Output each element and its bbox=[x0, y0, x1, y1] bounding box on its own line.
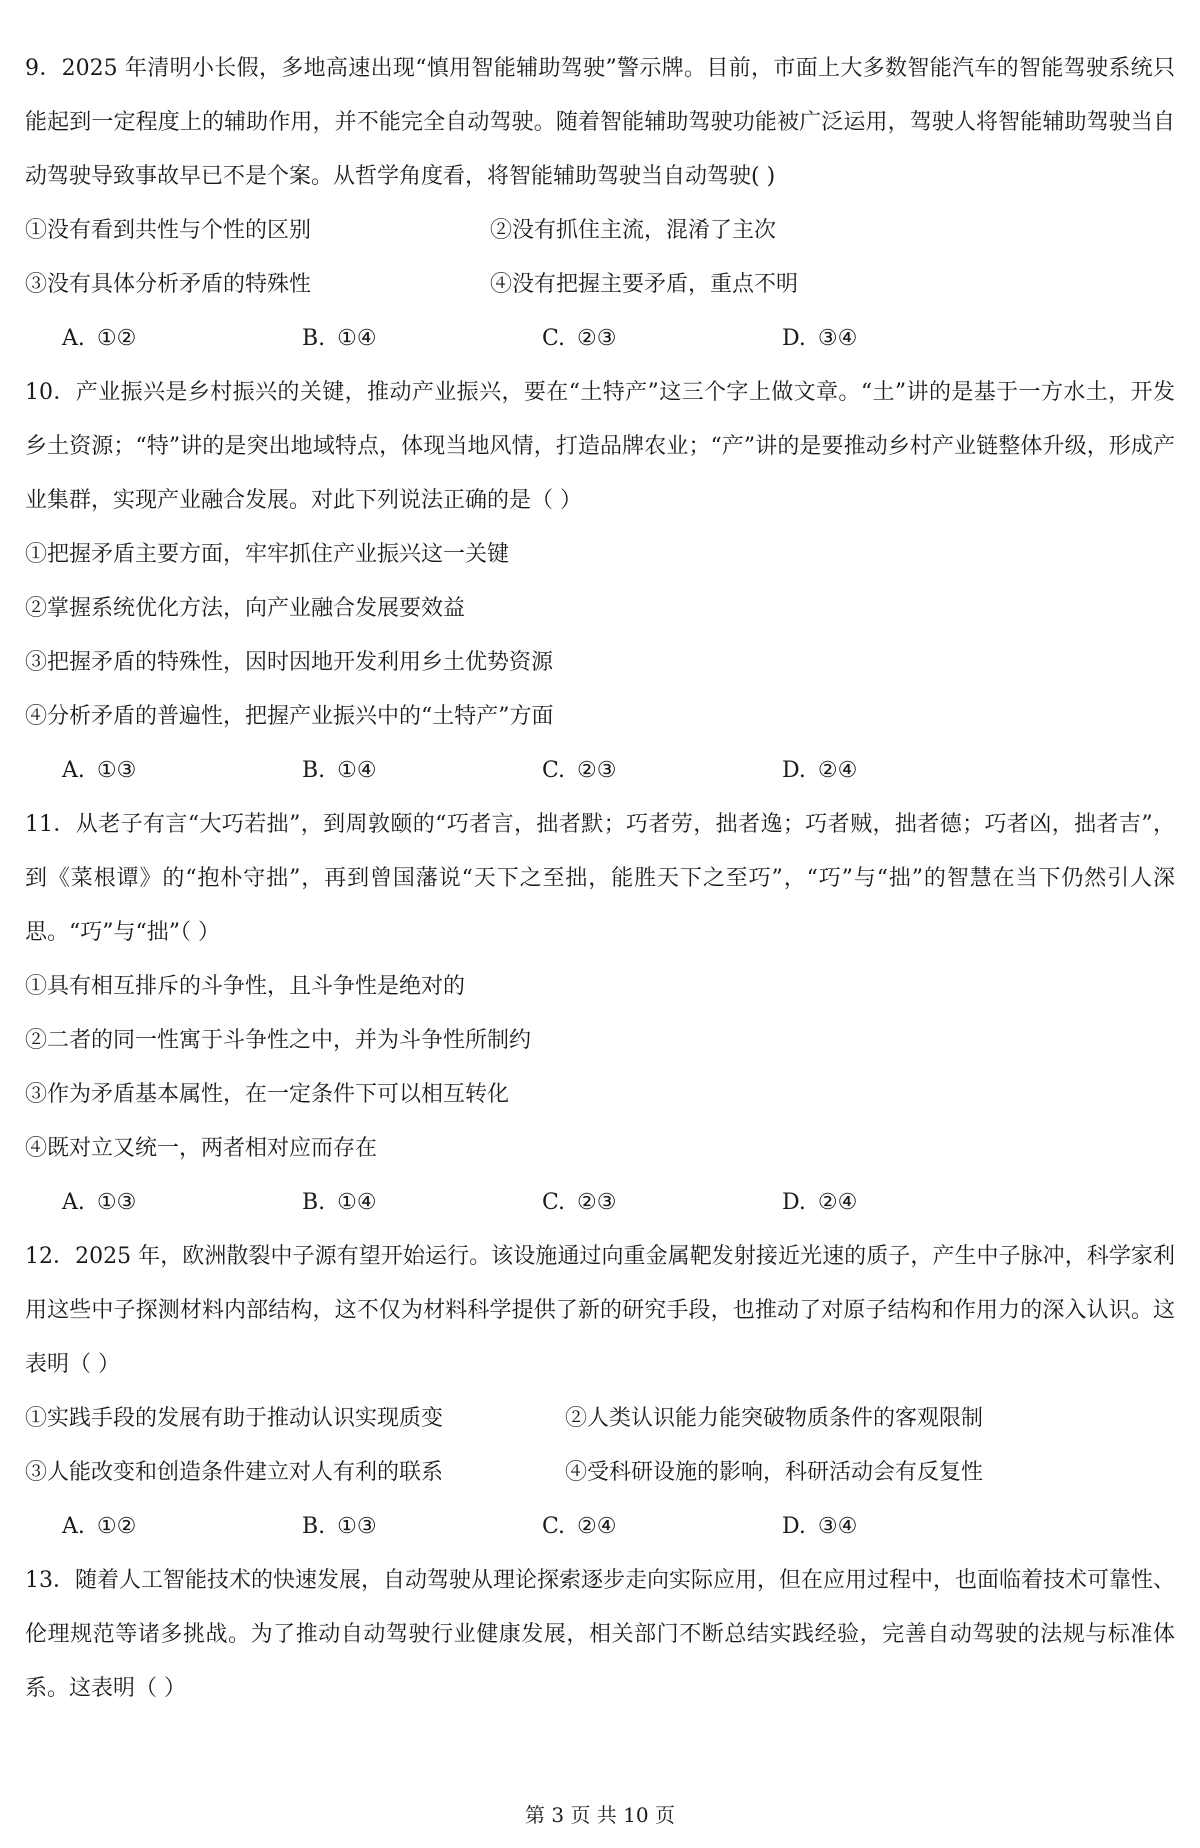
question-stem: 9．2025 年清明小长假，多地高速出现“慎用智能辅助驾驶”警示牌。目前，市面上大多数智能汽车的智能驾驶系统只能起到一定程度上的辅助作用，并不能完全自动驾驶。随着智能辅助驾驶功能被广泛运用，驾驶人将智能辅助驾驶当自动驾驶导致事故早已不是个案。从哲学角度看，将智能辅助驾驶当自动驾驶( ) bbox=[25, 56, 1175, 189]
choice-b: B. ①④ bbox=[302, 1190, 377, 1215]
choice-c: C. ②③ bbox=[542, 326, 617, 351]
choice-b: B. ①④ bbox=[302, 758, 377, 783]
option-item: ①具有相互排斥的斗争性，且斗争性是绝对的 bbox=[25, 974, 466, 999]
choice-b: B. ①④ bbox=[302, 326, 377, 351]
option-item: ③把握矛盾的特殊性，因时因地开发利用乡土优势资源 bbox=[25, 650, 554, 675]
option-item: ④分析矛盾的普遍性，把握产业振兴中的“土特产”方面 bbox=[25, 704, 554, 729]
option-item: ④没有把握主要矛盾，重点不明 bbox=[490, 272, 799, 297]
choice-d: D. ③④ bbox=[782, 1514, 858, 1539]
choice-d: D. ②④ bbox=[782, 1190, 858, 1215]
choice-c: C. ②④ bbox=[542, 1514, 617, 1539]
answer-choices bbox=[25, 1176, 1175, 1230]
option-item: ②二者的同一性寓于斗争性之中，并为斗争性所制约 bbox=[25, 1028, 532, 1053]
answer-choices bbox=[25, 312, 1175, 366]
option-row bbox=[25, 258, 1175, 312]
question-12 bbox=[25, 1230, 1175, 1554]
option-item: ①没有看到共性与个性的区别 bbox=[25, 218, 312, 243]
option-item: ③没有具体分析矛盾的特殊性 bbox=[25, 272, 312, 297]
question-13 bbox=[25, 1554, 1175, 1716]
answer-choices bbox=[25, 744, 1175, 798]
choice-d: D. ②④ bbox=[782, 758, 858, 783]
choice-a: A. ①③ bbox=[62, 1190, 137, 1215]
option-item: ②没有抓住主流，混淆了主次 bbox=[490, 218, 777, 243]
choice-d: D. ③④ bbox=[782, 326, 858, 351]
question-stem: 10．产业振兴是乡村振兴的关键，推动产业振兴，要在“土特产”这三个字上做文章。“土”讲的是基于一方水土，开发乡土资源；“特”讲的是突出地域特点，体现当地风情，打造品牌农业；“产”讲的是要推动乡村产业链整体升级，形成产业集群，实现产业融合发展。对此下列说法正确的是（ ） bbox=[25, 380, 1175, 513]
option-item: ④既对立又统一，两者相对应而存在 bbox=[25, 1136, 378, 1161]
option-item: ④受科研设施的影响，科研活动会有反复性 bbox=[565, 1460, 984, 1485]
option-item: ②掌握系统优化方法，向产业融合发展要效益 bbox=[25, 596, 466, 621]
question-stem: 11．从老子有言“大巧若拙”，到周敦颐的“巧者言，拙者默；巧者劳，拙者逸；巧者贼，拙者德；巧者凶，拙者吉”，到《菜根谭》的“抱朴守拙”，再到曾国藩说“天下之至拙，能胜天下之至巧”，“巧”与“拙”的智慧在当下仍然引人深思。“巧”与“拙”（ ） bbox=[25, 812, 1175, 945]
option-row bbox=[25, 1392, 1175, 1446]
answer-choices bbox=[25, 1500, 1175, 1554]
option-item: ①实践手段的发展有助于推动认识实现质变 bbox=[25, 1406, 444, 1431]
option-item: ①把握矛盾主要方面，牢牢抓住产业振兴这一关键 bbox=[25, 542, 510, 567]
option-item: ③人能改变和创造条件建立对人有利的联系 bbox=[25, 1460, 444, 1485]
choice-c: C. ②③ bbox=[542, 758, 617, 783]
question-stem: 13．随着人工智能技术的快速发展，自动驾驶从理论探索逐步走向实际应用，但在应用过程中，也面临着技术可靠性、伦理规范等诸多挑战。为了推动自动驾驶行业健康发展，相关部门不断总结实践经验，完善自动驾驶的法规与标准体系。这表明（ ） bbox=[25, 1568, 1175, 1701]
choice-c: C. ②③ bbox=[542, 1190, 617, 1215]
option-row bbox=[25, 1446, 1175, 1500]
option-item: ②人类认识能力能突破物质条件的客观限制 bbox=[565, 1406, 984, 1431]
choice-a: A. ①③ bbox=[62, 758, 137, 783]
choice-b: B. ①③ bbox=[302, 1514, 377, 1539]
option-row bbox=[25, 204, 1175, 258]
option-item: ③作为矛盾基本属性，在一定条件下可以相互转化 bbox=[25, 1082, 510, 1107]
choice-a: A. ①② bbox=[62, 1514, 137, 1539]
page-number: 第 3 页 共 10 页 bbox=[525, 1803, 675, 1827]
question-stem: 12．2025 年，欧洲散裂中子源有望开始运行。该设施通过向重金属靶发射接近光速的质子，产生中子脉冲，科学家利用这些中子探测材料内部结构，这不仅为材料科学提供了新的研究手段，也推动了对原子结构和作用力的深入认识。这表明（ ） bbox=[25, 1244, 1175, 1377]
choice-a: A. ①② bbox=[62, 326, 137, 351]
question-9 bbox=[25, 42, 1175, 366]
question-10 bbox=[25, 366, 1175, 798]
question-11 bbox=[25, 798, 1175, 1230]
question-list bbox=[25, 42, 1175, 1716]
